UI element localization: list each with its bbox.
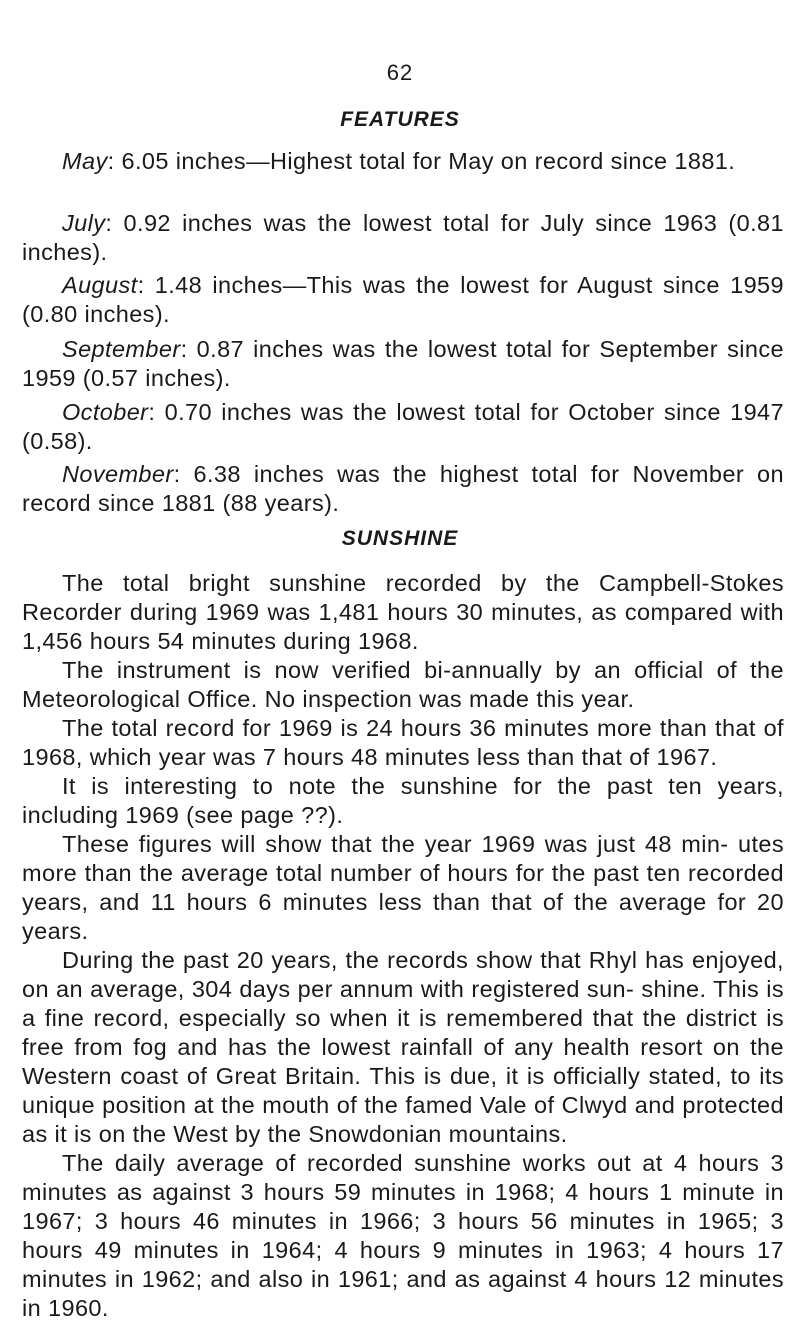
sunshine-paragraph: The daily average of recorded sunshine works out at 4 hours 3 minutes as against 3 hours 59 minutes in 1968; 4 hours 1 minute in 1967; 3 hours 46 minutes in 1966; 3 hours 56 minutes in 1965; 3 hours 49 minutes in 1964; 4 hours 9 minutes in 1963; 4 hours 17 minutes in 1962; and also in 1961; and as against 4 hours 12 minutes in 1960. [22,1150,784,1321]
features-list-4 [22,335,784,393]
feature-text: 6.38 inches was the highest total for November on record since 1881 (88 years). [22,461,784,516]
feature-month: November [62,461,174,487]
page-number: 62 [386,60,414,85]
sunshine-paragraph: During the past 20 years, the records show that Rhyl has enjoyed, on an average, 304 days per annum with registered sun- shine. This is a fine record, especially so when it is remembered that the district is free from fog and has the lowest rainfall of any health resort on the Western coast of Great Britain. This is due, it is officially stated, to its unique position at the mouth of the famed Vale of Clwyd and protected as it is on the West by the Snowdonian mountains. [22,947,784,1147]
features-list-5 [22,398,784,456]
sunshine-paragraph: These figures will show that the year 1969 was just 48 min- utes more than the average total number of hours for the past ten recorded years, and 11 hours 6 minutes less than that of the average for 20 years. [22,831,784,944]
feature-text: 0.87 inches was the lowest total for September since 1959 (0.57 inches). [22,336,784,391]
feature-month: July [62,210,106,236]
feature-text: 6.05 inches—Highest total for May on record since 1881. [114,148,736,174]
feature-text: 0.70 inches was the lowest total for October since 1947 (0.58). [22,399,784,454]
feature-month: October [62,399,149,425]
feature-entry-july: July: 0.92 inches was the lowest total for July since 1963 (0.81 inches). [22,210,784,265]
feature-month: September [62,336,181,362]
feature-entry-september: September: 0.87 inches was the lowest total for September since 1959 (0.57 inches). [22,336,784,391]
feature-text: 0.92 inches was the lowest total for July since 1963 (0.81 inches). [22,210,784,265]
sunshine-section [22,569,784,1323]
features-list-3 [22,271,784,329]
feature-entry-november: November: 6.38 inches was the highest total for November on record since 1881 (88 years). [22,461,784,516]
features-heading: FEATURES [340,108,460,131]
feature-entry-may: May: 6.05 inches—Highest total for May on record since 1881. [62,148,736,174]
feature-text: 1.48 inches—This was the lowest for August since 1959 (0.80 inches). [22,272,784,327]
feature-month: May [62,148,108,174]
features-list-2 [22,209,784,267]
feature-entry-august: August: 1.48 inches—This was the lowest for August since 1959 (0.80 inches). [22,272,784,327]
feature-entry-october: October: 0.70 inches was the lowest total for October since 1947 (0.58). [22,399,784,454]
sunshine-paragraph: The total bright sunshine recorded by the Campbell-Stokes Recorder during 1969 was 1,481 hours 30 minutes, as compared with 1,456 hours 54 minutes during 1968. [22,570,784,654]
sunshine-paragraph: The instrument is now verified bi-annually by an official of the Meteorological Office. No inspection was made this year. [22,657,784,712]
sunshine-paragraph: The total record for 1969 is 24 hours 36 minutes more than that of 1968, which year was 7 hours 48 minutes less than that of 1967. [22,715,784,770]
sunshine-heading: SUNSHINE [341,527,459,550]
sunshine-paragraph: It is interesting to note the sunshine for the past ten years, including 1969 (see page ??). [22,773,784,828]
features-list-6 [22,460,784,518]
feature-month: August [62,272,138,298]
features-list [22,147,784,176]
